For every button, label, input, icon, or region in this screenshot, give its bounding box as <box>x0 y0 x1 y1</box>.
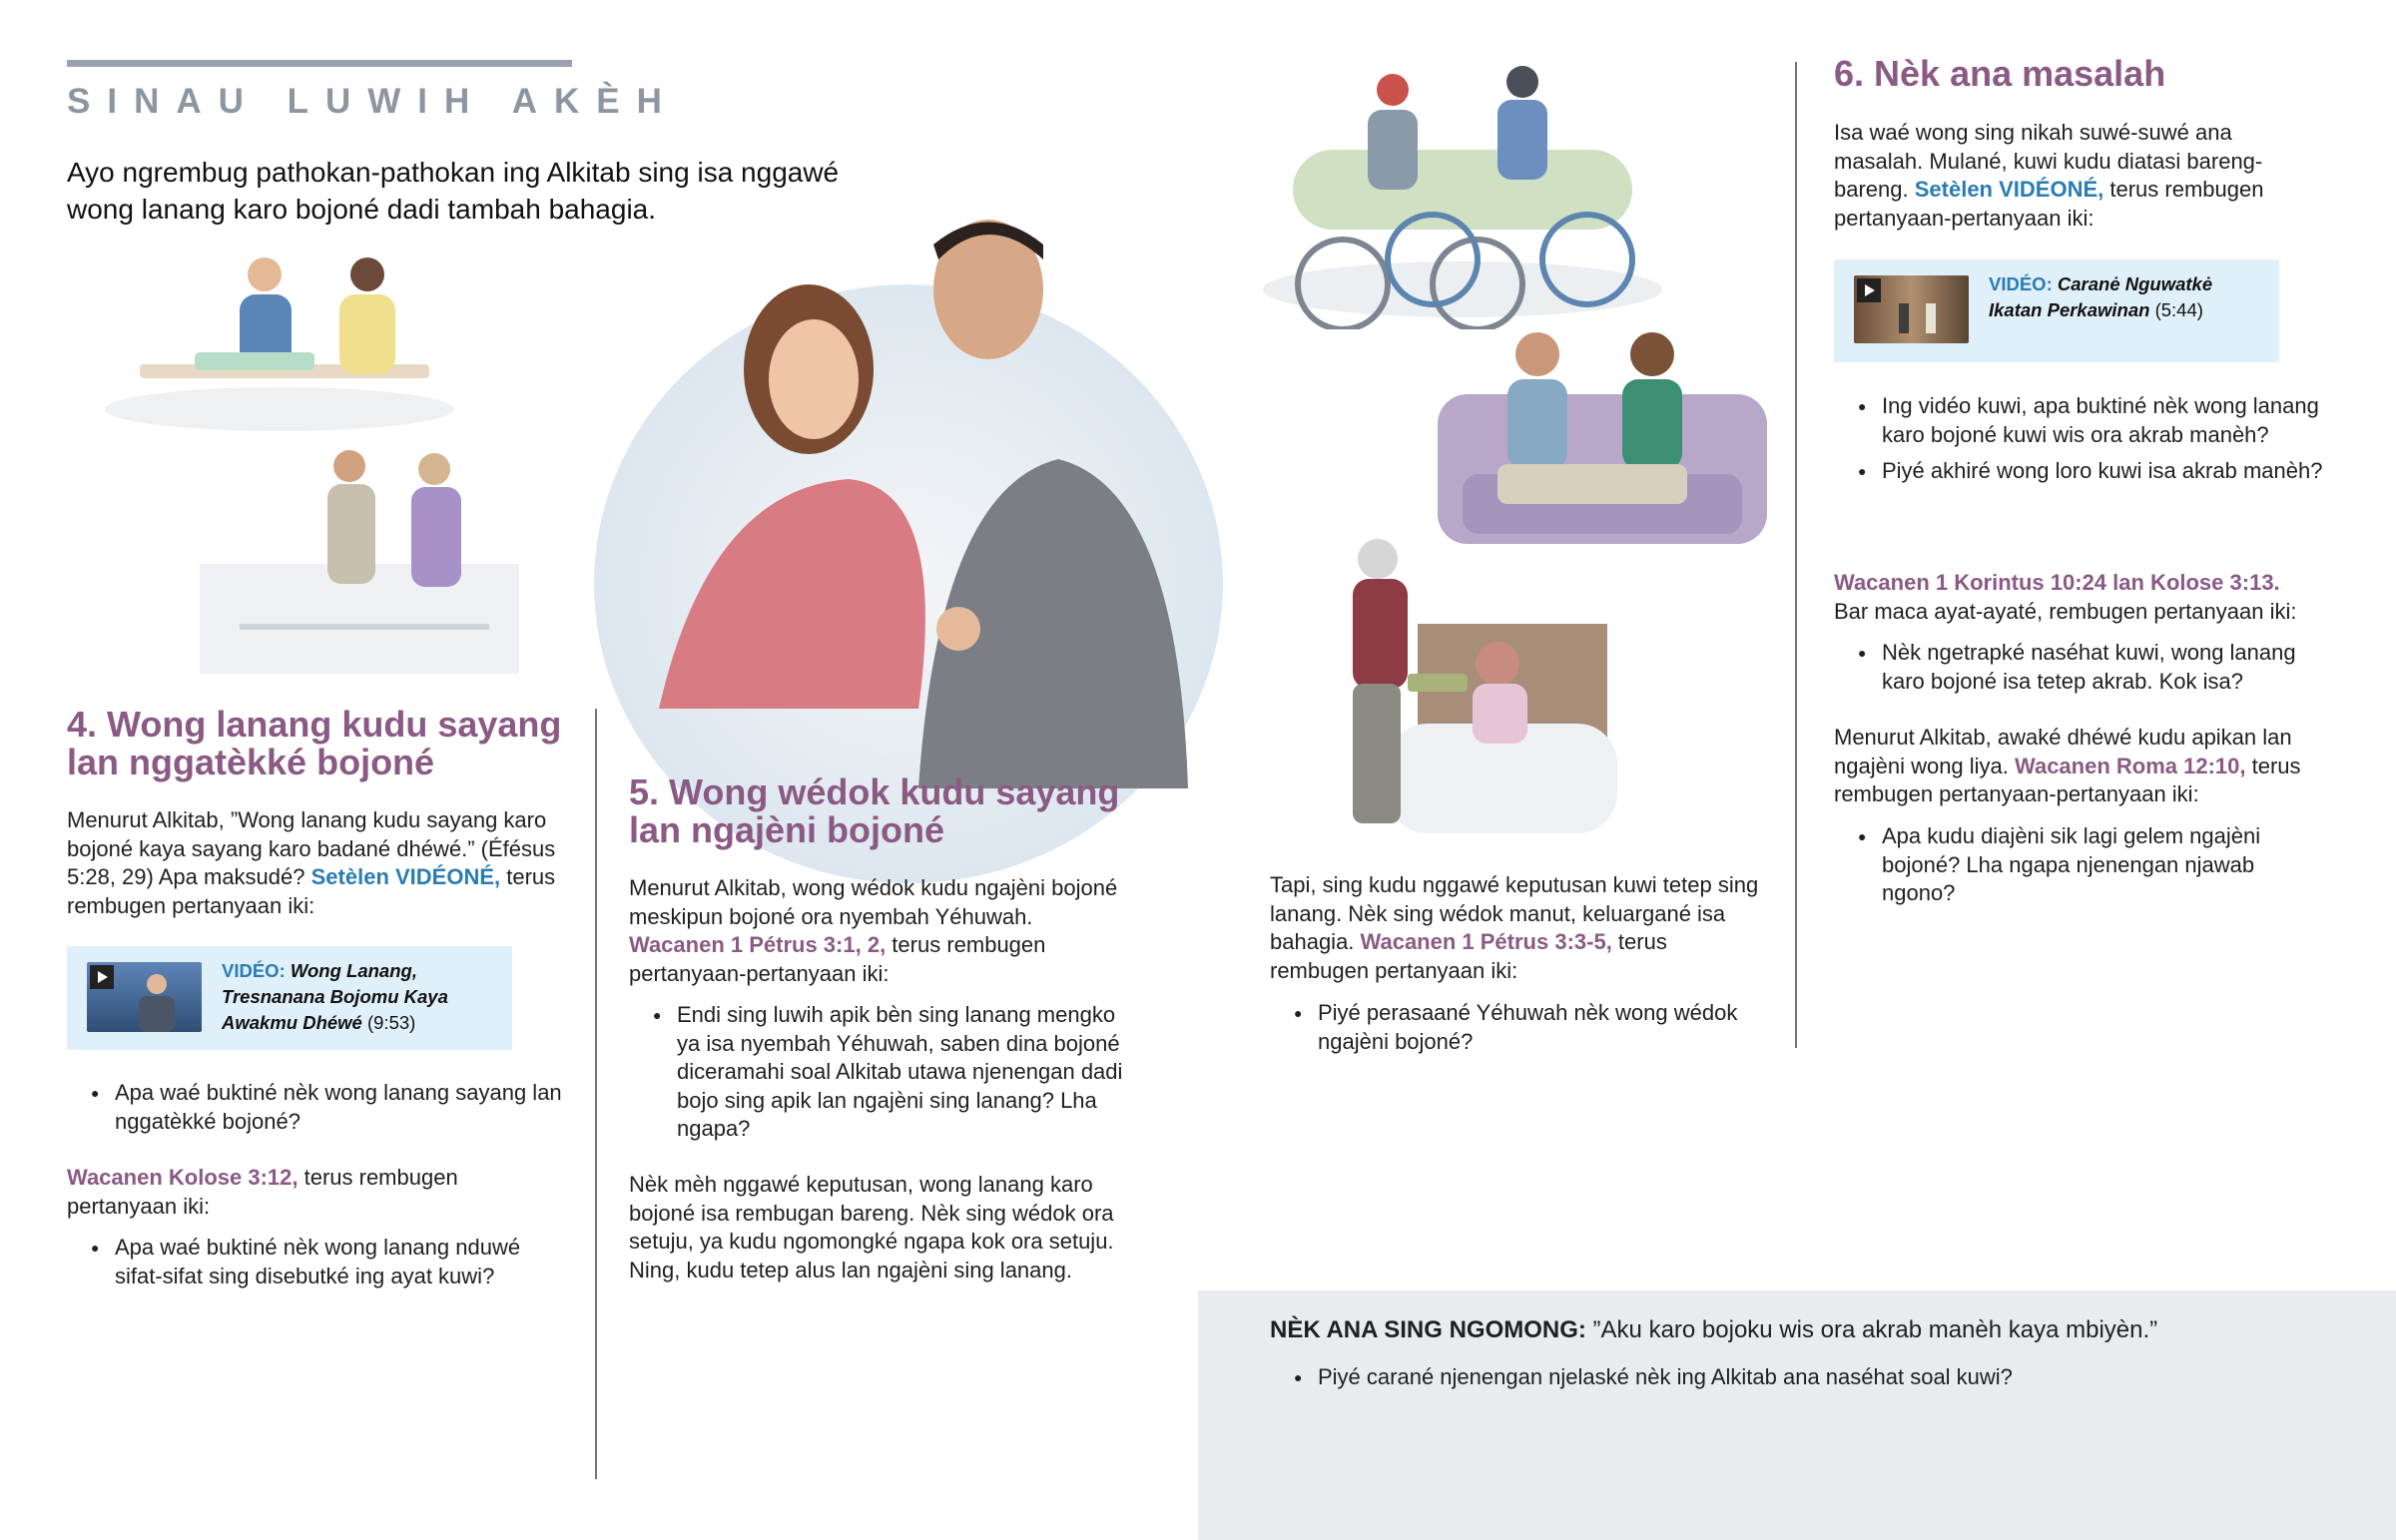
video-thumbnail[interactable] <box>87 962 202 1032</box>
discussion-panel <box>1198 1290 2396 1540</box>
couple-figures <box>1854 275 1969 343</box>
scripture-reference[interactable]: Wacanen Roma 12:10, <box>2015 753 2246 778</box>
play-video-link[interactable]: Setèlen VIDÉONÉ, <box>310 864 501 889</box>
question-item: ● Endi sing luwih apik bèn sing lanang mengko ya isa nyembah Yéhuwah, saben dina bojoné diceramahi soal Alkitab utawa njenengan dadi bojo sing apik lan ngajèni sing lanang? Lha ngapa? <box>629 1001 1128 1144</box>
section-5-continued-paragraph: Tapi, sing kudu nggawé keputusan kuwi tetep sing lanang. Nèk sing wédok manut, keluargané isa bahagia. Wacanen 1 Pétrus 3:3-5, terus rembugen pertanyaan iki: <box>1270 872 1759 983</box>
section-4-questions-1 <box>67 1079 566 1136</box>
section-4-questions-2 <box>67 1234 566 1290</box>
question-item: ● Piyé carané njenengan njelaské nèk ing Alkitab ana naséhat soal kuwi? <box>1270 1363 2368 1392</box>
question-item: ● Ing vidéo kuwi, apa buktiné nèk wong lanang karo bojoné kuwi wis ora akrab manèh? <box>1834 392 2333 449</box>
question-item: ● Piyé perasaané Yéhuwah nèk wong wédok ngajèni bojoné? <box>1270 999 1769 1056</box>
section-6-questions-2 <box>1834 639 2333 696</box>
scripture-reference[interactable]: Wacanen 1 Pétrus 3:1, 2, <box>629 932 887 957</box>
video-caption: VIDÉO: Wong Lanang, Tresnanana Bojomu Kaya Awakmu Dhéwé (9:53) <box>222 960 448 1033</box>
scripture-reference[interactable]: Wacanen 1 Korintus 10:24 lan Kolose 3:13. <box>1834 570 2280 595</box>
scripture-reference[interactable]: Wacanen Kolose 3:12, <box>67 1165 299 1190</box>
scripture-reference[interactable]: Wacanen 1 Pétrus 3:3-5, <box>1360 929 1612 954</box>
illustration-caring-for-sick-spouse <box>1268 534 1627 843</box>
section-6-paragraph-3: Menurut Alkitab, awaké dhéwé kudu apikan lan ngajèni wong liya. Wacanen Roma 12:10, terus rembugen pertanyaan-pertanyaan iki: <box>1834 725 2301 806</box>
question-item: ● Apa kudu diajèni sik lagi gelem ngajèni bojoné? Lha ngapa njenengan njawab ngono? <box>1834 822 2333 908</box>
section-5-questions <box>629 1001 1128 1144</box>
section-6-title: 6. Nèk ana masalah <box>1834 53 2166 94</box>
question-item: ● Nèk ngetrapké naséhat kuwi, wong lanang karo bojoné isa tetep akrab. Kok isa? <box>1834 639 2333 696</box>
section-6-questions-3 <box>1834 822 2333 908</box>
discussion-prompt: NÈK ANA SING NGOMONG: ”Aku karo bojoku wis ora akrab manèh kaya mbiyèn.” <box>1270 1316 2158 1343</box>
section-5-continued-questions <box>1270 999 1769 1056</box>
section-6-paragraph: Isa waé wong sing nikah suwé-suwé ana masalah. Mulané, kuwi kudu diatasi bareng-bareng. Setèlen VIDÉONÉ, terus rembugen pertanyaan-pertanyaan iki: <box>1834 120 2264 231</box>
video-thumbnail[interactable] <box>1854 275 1969 343</box>
section-5-paragraph-2: Nèk mèh nggawé keputusan, wong lanang karo bojoné isa rembugan bareng. Nèk sing wédok ora setuju, ya kudu ngomongké ngapa kok ora setuju. Ning, kudu tetep alus lan ngajèni sing lanang. <box>629 1172 1114 1283</box>
intro-text: Ayo ngrembug pathokan-pathokan ing Alkitab sing isa nggawé wong lanang karo bojoné dadi tambah bahagia. <box>67 157 840 225</box>
discussion-label: NÈK ANA SING NGOMONG: <box>1270 1316 1586 1343</box>
column-divider <box>1795 62 1797 1048</box>
section-5-paragraph: Menurut Alkitab, wong wédok kudu ngajèni bojoné meskipun bojoné ora nyembah Yéhuwah. Wacanen 1 Pétrus 3:1, 2, terus rembugen pertanyaan-pertanyaan iki: <box>629 875 1118 986</box>
section-4-paragraph: Menurut Alkitab, ”Wong lanang kudu sayang karo bojoné kaya sayang karo badané dhéwé.” (Éfésus 5:28, 29) Apa maksudé? Setèlen VIDÉONÉ, terus rembugen pertanyaan iki: <box>67 807 556 918</box>
question-item: ● Piyé akhiré wong loro kuwi isa akrab manèh? <box>1834 457 2333 486</box>
video-caption: VIDÉO: Caranė Nguwatkė Ikatan Perkawinan (5:44) <box>1989 273 2213 320</box>
video-card-section-6[interactable] <box>1834 259 2279 362</box>
play-video-link[interactable]: Setèlen VIDÉONÉ, <box>1914 177 2104 202</box>
question-item: ● Apa waé buktiné nèk wong lanang nduwé sifat-sifat sing disebutké ing ayat kuwi? <box>67 1234 566 1290</box>
section-4-title: 4. Wong lanang kudu sayang lan nggatèkké bojoné <box>67 704 562 782</box>
question-item: ● Apa waé buktiné nèk wong lanang sayang lan nggatèkké bojoné? <box>67 1079 566 1136</box>
section-5-title: 5. Wong wédok kudu sayang lan ngajèni bojoné <box>629 771 1120 850</box>
illustration-kitchen <box>200 444 519 674</box>
discussion-questions <box>1270 1363 2368 1392</box>
illustration-couple-studying <box>100 245 459 434</box>
column-divider <box>595 709 597 1479</box>
section-6-questions-1 <box>1834 392 2333 486</box>
section-kicker: SINAU LUWIH AKÈH <box>67 82 679 121</box>
illustration-couple-cycling <box>1253 60 1662 329</box>
section-6-reading: Wacanen 1 Korintus 10:24 lan Kolose 3:13. Bar maca ayat-ayaté, rembugen pertanyaan iki: <box>1834 570 2297 624</box>
speaker-figure <box>87 962 202 1032</box>
header-rule <box>67 60 572 67</box>
video-card-section-4[interactable] <box>67 946 512 1050</box>
section-4-reading: Wacanen Kolose 3:12, terus rembugen pertanyaan iki: <box>67 1165 458 1219</box>
